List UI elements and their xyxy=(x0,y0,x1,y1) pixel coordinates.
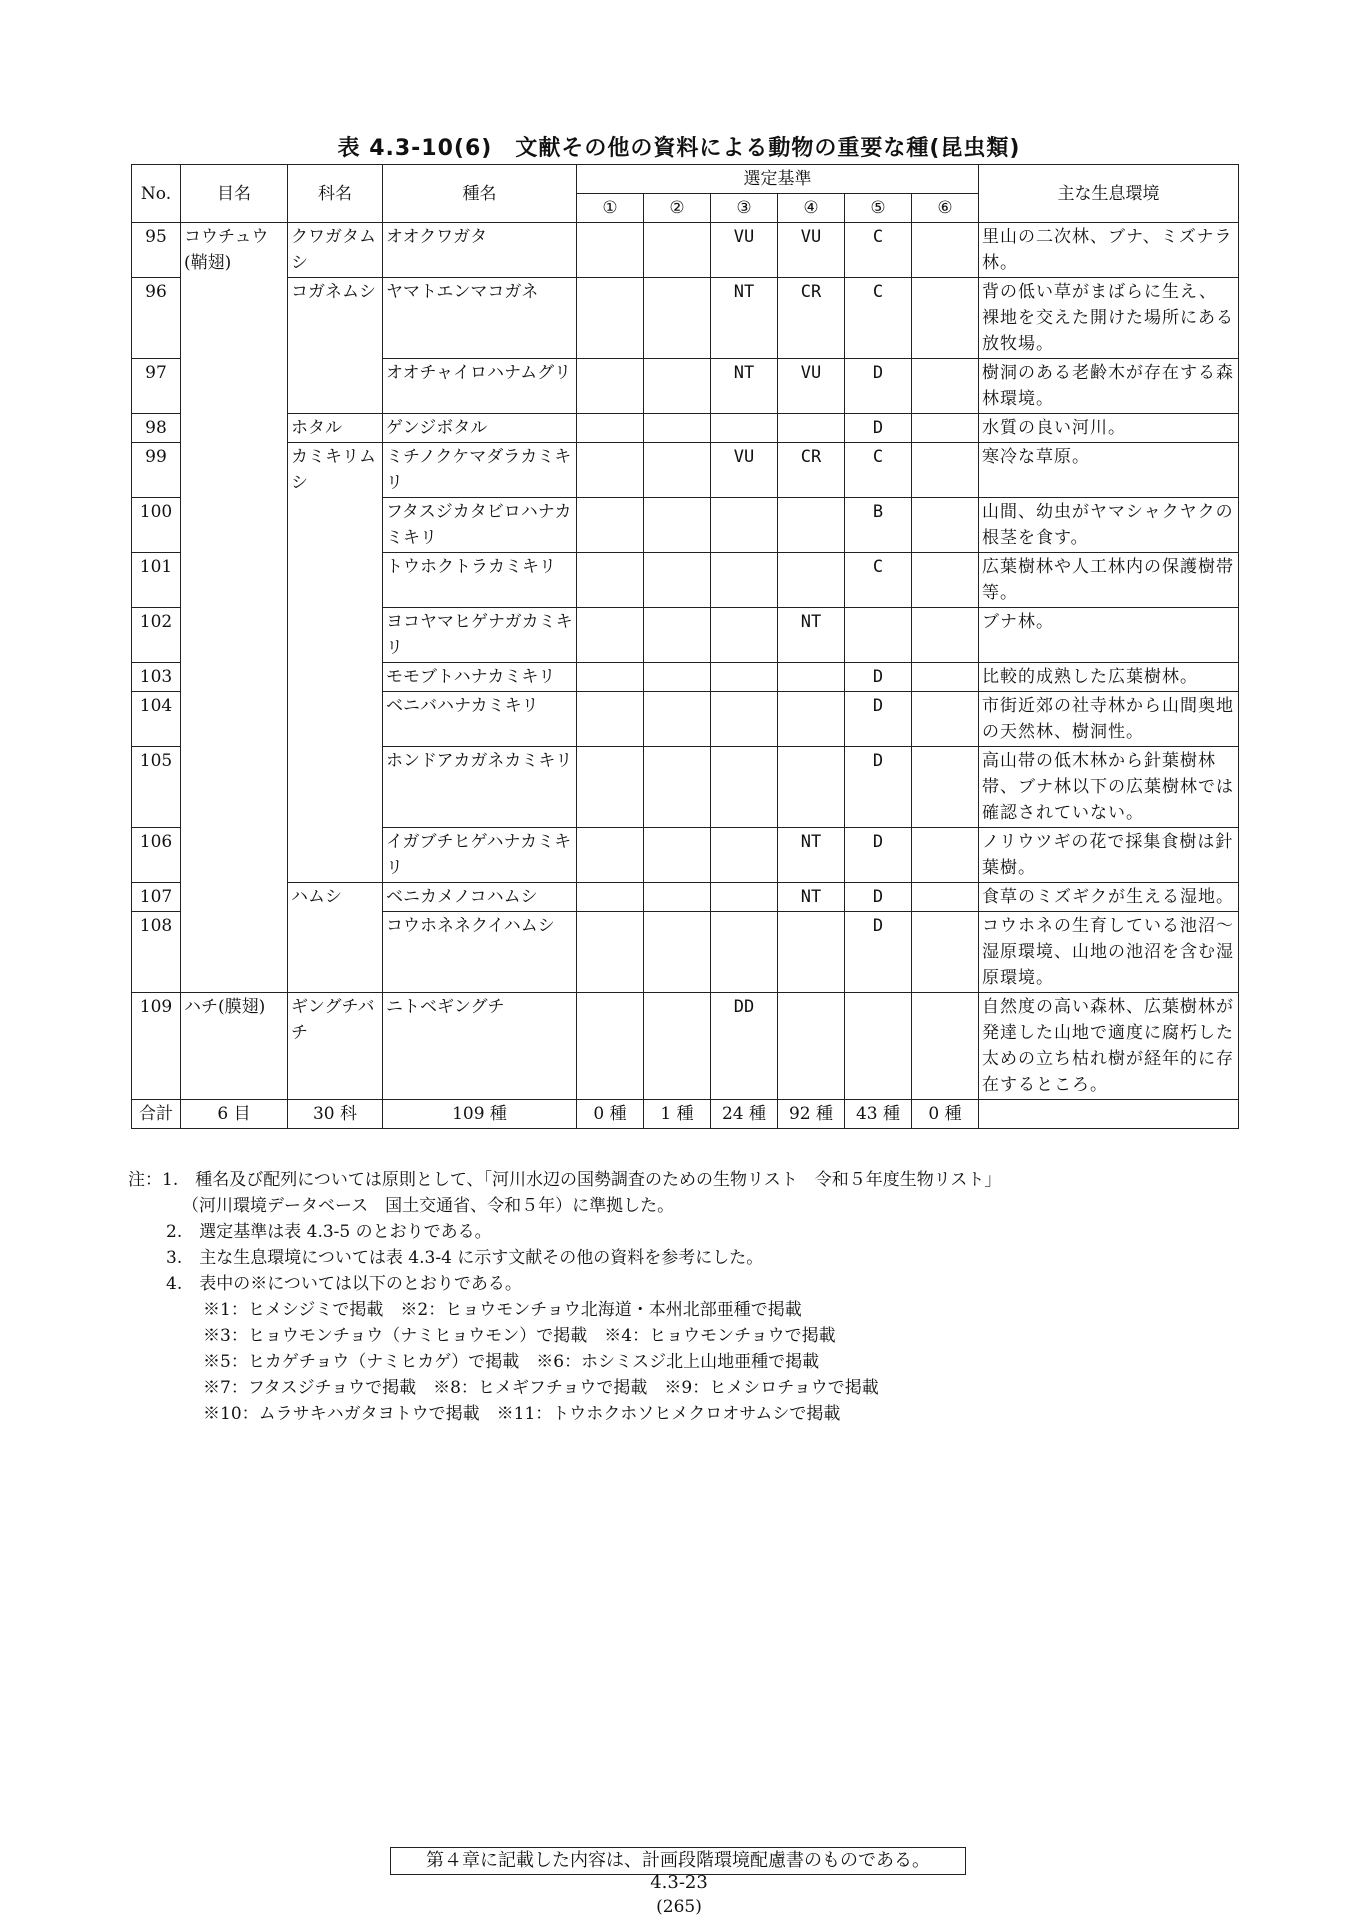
row-c2 xyxy=(644,278,711,359)
footer-notice: 第４章に記載した内容は、計画段階環境配慮書のものである。 xyxy=(390,1847,966,1875)
row-habitat: 樹洞のある老齢木が存在する森林環境。 xyxy=(979,359,1239,414)
row-species: オオチャイロハナムグリ xyxy=(383,359,577,414)
row-habitat: 水質の良い河川。 xyxy=(979,414,1239,443)
row-habitat: ブナ林。 xyxy=(979,608,1239,663)
row-c6 xyxy=(912,498,979,553)
note-4-sub: ※3：ヒョウモンチョウ（ナミヒョウモン）で掲載 ※4：ヒョウモンチョウで掲載 xyxy=(203,1326,836,1346)
row-habitat: 高山帯の低木林から針葉樹林帯、ブナ林以下の広葉樹林では確認されていない。 xyxy=(979,747,1239,828)
row-c2 xyxy=(644,747,711,828)
table-row xyxy=(132,414,1239,443)
row-species: ベニカメノコハムシ xyxy=(383,883,577,912)
note-4-sub: ※5：ヒカゲチョウ（ナミヒカゲ）で掲載 ※6：ホシミスジ北上山地亜種で掲載 xyxy=(203,1352,820,1372)
row-c1 xyxy=(577,359,644,414)
row-c1 xyxy=(577,498,644,553)
row-c4: CR xyxy=(778,278,845,359)
row-c3: VU xyxy=(711,443,778,498)
row-c2 xyxy=(644,692,711,747)
row-no: 97 xyxy=(132,359,181,414)
note-1: 注：1. 種名及び配列については原則として、「河川水辺の国勢調査のための生物リスト 令和５年度生物リスト」 xyxy=(128,1170,1002,1190)
row-c5 xyxy=(845,608,912,663)
row-c4 xyxy=(778,912,845,993)
table-row xyxy=(132,278,1239,359)
note-1-cont: （河川環境データベース 国土交通省、令和５年）に準拠した。 xyxy=(182,1196,675,1216)
row-c2 xyxy=(644,608,711,663)
row-c5: C xyxy=(845,223,912,278)
row-habitat: コウホネの生育している池沼～湿原環境、山地の池沼を含む湿原環境。 xyxy=(979,912,1239,993)
table-row xyxy=(132,883,1239,912)
row-species: ヨコヤマヒゲナガカミキリ xyxy=(383,608,577,663)
total-c5: 43 種 xyxy=(845,1100,912,1129)
row-c1 xyxy=(577,443,644,498)
row-c5: D xyxy=(845,747,912,828)
note-4-sub: ※7：フタスジチョウで掲載 ※8：ヒメギフチョウで掲載 ※9：ヒメシロチョウで掲載 xyxy=(203,1378,879,1398)
header-criterion-2: ② xyxy=(644,194,711,223)
row-habitat: 自然度の高い森林、広葉樹林が発達した山地で適度に腐朽した太めの立ち枯れ樹が経年的に存在するところ。 xyxy=(979,993,1239,1100)
row-c6 xyxy=(912,993,979,1100)
row-species: モモブトハナカミキリ xyxy=(383,663,577,692)
row-c3: DD xyxy=(711,993,778,1100)
row-c6 xyxy=(912,359,979,414)
row-c3 xyxy=(711,553,778,608)
row-no: 102 xyxy=(132,608,181,663)
note-3: 3. 主な生息環境については表 4.3-4 に示す文献その他の資料を参考にした。 xyxy=(166,1248,764,1268)
header-criterion-3: ③ xyxy=(711,194,778,223)
row-c5: D xyxy=(845,359,912,414)
row-family: クワガタムシ xyxy=(288,223,383,278)
header-criterion-5: ⑤ xyxy=(845,194,912,223)
row-c2 xyxy=(644,993,711,1100)
row-c4 xyxy=(778,414,845,443)
row-c1 xyxy=(577,223,644,278)
row-habitat: 里山の二次林、ブナ、ミズナラ林。 xyxy=(979,223,1239,278)
row-species: ベニバハナカミキリ xyxy=(383,692,577,747)
row-c2 xyxy=(644,359,711,414)
row-c3 xyxy=(711,414,778,443)
row-c6 xyxy=(912,912,979,993)
row-c6 xyxy=(912,747,979,828)
row-c2 xyxy=(644,663,711,692)
row-c1 xyxy=(577,553,644,608)
row-no: 98 xyxy=(132,414,181,443)
row-habitat: 食草のミズギクが生える湿地。 xyxy=(979,883,1239,912)
total-c2: 1 種 xyxy=(644,1100,711,1129)
row-species: トウホクトラカミキリ xyxy=(383,553,577,608)
row-c4 xyxy=(778,747,845,828)
row-c4: NT xyxy=(778,608,845,663)
row-no: 107 xyxy=(132,883,181,912)
row-family: カミキリムシ xyxy=(288,443,383,883)
row-c5: D xyxy=(845,414,912,443)
row-species: ニトベギングチ xyxy=(383,993,577,1100)
row-c2 xyxy=(644,498,711,553)
row-c3 xyxy=(711,692,778,747)
row-species: フタスジカタビロハナカミキリ xyxy=(383,498,577,553)
row-c3: VU xyxy=(711,223,778,278)
row-family: ハムシ xyxy=(288,883,383,993)
row-c2 xyxy=(644,828,711,883)
row-c6 xyxy=(912,883,979,912)
row-c3: NT xyxy=(711,278,778,359)
row-habitat: 背の低い草がまばらに生え、裸地を交えた開けた場所にある放牧場。 xyxy=(979,278,1239,359)
row-c3 xyxy=(711,498,778,553)
row-c2 xyxy=(644,223,711,278)
page-title: 表 4.3-10(6) 文献その他の資料による動物の重要な種(昆虫類) xyxy=(337,136,1021,161)
row-c2 xyxy=(644,414,711,443)
row-c1 xyxy=(577,993,644,1100)
note-4: 4. 表中の※については以下のとおりである。 xyxy=(166,1274,522,1294)
header-order: 目名 xyxy=(181,165,288,223)
header-species: 種名 xyxy=(383,165,577,223)
row-c6 xyxy=(912,414,979,443)
row-family: ギングチバチ xyxy=(288,993,383,1100)
row-c6 xyxy=(912,223,979,278)
row-c1 xyxy=(577,747,644,828)
row-c6 xyxy=(912,692,979,747)
header-family: 科名 xyxy=(288,165,383,223)
row-no: 109 xyxy=(132,993,181,1100)
row-c5: D xyxy=(845,828,912,883)
total-family: 30 科 xyxy=(288,1100,383,1129)
header-no: No. xyxy=(132,165,181,223)
row-no: 103 xyxy=(132,663,181,692)
row-no: 100 xyxy=(132,498,181,553)
row-c3 xyxy=(711,828,778,883)
row-habitat: 山間、幼虫がヤマシャクヤクの根茎を食す。 xyxy=(979,498,1239,553)
page-number: 4.3-23 xyxy=(650,1872,708,1893)
row-c5: D xyxy=(845,883,912,912)
row-species: ホンドアカガネカミキリ xyxy=(383,747,577,828)
row-no: 108 xyxy=(132,912,181,993)
row-c5: D xyxy=(845,692,912,747)
page-number-total: (265) xyxy=(656,1897,702,1917)
row-c4 xyxy=(778,663,845,692)
row-c5: B xyxy=(845,498,912,553)
row-c5: C xyxy=(845,443,912,498)
total-c6: 0 種 xyxy=(912,1100,979,1129)
row-habitat: 寒冷な草原。 xyxy=(979,443,1239,498)
row-no: 96 xyxy=(132,278,181,359)
row-species: オオクワガタ xyxy=(383,223,577,278)
header-criteria: 選定基準 xyxy=(577,165,979,194)
row-c4: VU xyxy=(778,359,845,414)
row-habitat: ノリウツギの花で採集食樹は針葉樹。 xyxy=(979,828,1239,883)
row-order: コウチュウ(鞘翅) xyxy=(181,223,288,993)
row-c5: C xyxy=(845,553,912,608)
row-c1 xyxy=(577,912,644,993)
header-criterion-1: ① xyxy=(577,194,644,223)
row-c4: CR xyxy=(778,443,845,498)
row-c4: VU xyxy=(778,223,845,278)
table-row xyxy=(132,443,1239,498)
total-c3: 24 種 xyxy=(711,1100,778,1129)
row-species: ゲンジボタル xyxy=(383,414,577,443)
row-no: 104 xyxy=(132,692,181,747)
row-no: 99 xyxy=(132,443,181,498)
row-c3 xyxy=(711,747,778,828)
row-family: コガネムシ xyxy=(288,278,383,414)
row-c6 xyxy=(912,608,979,663)
row-no: 101 xyxy=(132,553,181,608)
note-4-sub: ※1：ヒメシジミで掲載 ※2：ヒョウモンチョウ北海道・本州北部亜種で掲載 xyxy=(203,1300,802,1320)
row-c1 xyxy=(577,414,644,443)
row-c4: NT xyxy=(778,883,845,912)
row-c5: C xyxy=(845,278,912,359)
row-c4: NT xyxy=(778,828,845,883)
row-c1 xyxy=(577,692,644,747)
row-c2 xyxy=(644,883,711,912)
row-c6 xyxy=(912,553,979,608)
row-habitat: 比較的成熟した広葉樹林。 xyxy=(979,663,1239,692)
row-c4 xyxy=(778,553,845,608)
total-species: 109 種 xyxy=(383,1100,577,1129)
row-no: 95 xyxy=(132,223,181,278)
header-habitat: 主な生息環境 xyxy=(979,165,1239,223)
note-2: 2. 選定基準は表 4.3-5 のとおりである。 xyxy=(166,1222,492,1242)
row-c1 xyxy=(577,663,644,692)
row-c4 xyxy=(778,498,845,553)
row-c1 xyxy=(577,608,644,663)
row-c6 xyxy=(912,443,979,498)
row-order: ハチ(膜翅) xyxy=(181,993,288,1100)
total-c4: 92 種 xyxy=(778,1100,845,1129)
row-c2 xyxy=(644,443,711,498)
row-c3 xyxy=(711,663,778,692)
row-c5 xyxy=(845,993,912,1100)
row-c1 xyxy=(577,278,644,359)
row-c4 xyxy=(778,692,845,747)
row-c5: D xyxy=(845,663,912,692)
total-row xyxy=(132,1100,1239,1129)
row-c3 xyxy=(711,608,778,663)
species-table xyxy=(131,164,1239,1129)
row-c6 xyxy=(912,663,979,692)
row-c4 xyxy=(778,993,845,1100)
row-family: ホタル xyxy=(288,414,383,443)
row-c1 xyxy=(577,883,644,912)
table-row xyxy=(132,223,1239,278)
total-habitat xyxy=(979,1100,1239,1129)
row-c6 xyxy=(912,828,979,883)
row-c2 xyxy=(644,553,711,608)
row-no: 105 xyxy=(132,747,181,828)
row-species: ミチノクケマダラカミキリ xyxy=(383,443,577,498)
note-4-sub: ※10：ムラサキハガタヨトウで掲載 ※11：トウホクホソヒメクロオサムシで掲載 xyxy=(203,1404,841,1424)
notes xyxy=(128,1167,1001,1427)
header-criterion-6: ⑥ xyxy=(912,194,979,223)
row-species: ヤマトエンマコガネ xyxy=(383,278,577,359)
row-c3: NT xyxy=(711,359,778,414)
total-c1: 0 種 xyxy=(577,1100,644,1129)
total-label: 合計 xyxy=(132,1100,181,1129)
header-criterion-4: ④ xyxy=(778,194,845,223)
row-c6 xyxy=(912,278,979,359)
row-c2 xyxy=(644,912,711,993)
row-no: 106 xyxy=(132,828,181,883)
row-c1 xyxy=(577,828,644,883)
row-c3 xyxy=(711,883,778,912)
table-row xyxy=(132,993,1239,1100)
row-species: コウホネネクイハムシ xyxy=(383,912,577,993)
row-c5: D xyxy=(845,912,912,993)
row-species: イガブチヒゲハナカミキリ xyxy=(383,828,577,883)
total-order: 6 目 xyxy=(181,1100,288,1129)
row-habitat: 広葉樹林や人工林内の保護樹帯等。 xyxy=(979,553,1239,608)
row-habitat: 市街近郊の社寺林から山間奥地の天然林、樹洞性。 xyxy=(979,692,1239,747)
row-c3 xyxy=(711,912,778,993)
